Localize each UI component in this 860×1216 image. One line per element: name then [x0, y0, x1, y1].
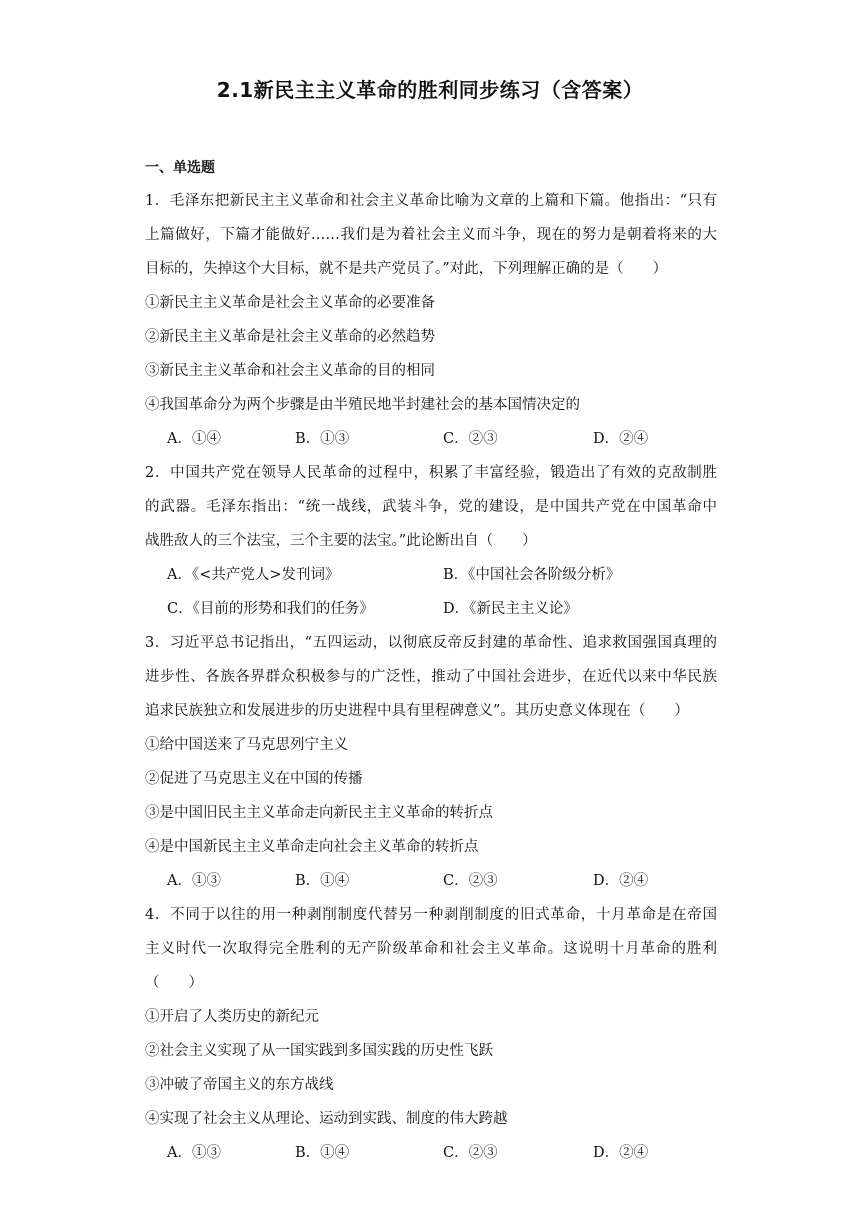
question-1 [145, 184, 717, 456]
question-text-line: 上篇做好，下篇才能做好……我们是为着社会主义而斗争，现在的努力是朝着将来的大 [145, 227, 717, 243]
statement-2: ②新民主主义革命是社会主义革命的必然趋势 [145, 329, 435, 345]
question-list [145, 184, 717, 1170]
statement-1: ①开启了人类历史的新纪元 [145, 1009, 319, 1025]
option-d[interactable]: D．②④ [593, 873, 649, 889]
question-text-line: 的武器。毛泽东指出：“统一战线，武装斗争，党的建设，是中国共产党在中国革命中 [145, 499, 717, 515]
option-c[interactable]: C．②③ [443, 873, 498, 889]
statement-4: ④是中国新民主主义革命走向社会主义革命的转折点 [145, 839, 479, 855]
answer-options [145, 422, 717, 456]
question-text-line: 战胜敌人的三个法宝，三个主要的法宝。”此论断出自（ ） [145, 533, 537, 549]
answer-options [145, 1136, 717, 1170]
option-b[interactable]: B．①③ [295, 431, 350, 447]
statement-4: ④实现了社会主义从理论、运动到实践、制度的伟大跨越 [145, 1111, 508, 1127]
option-b[interactable]: B．①④ [295, 1145, 350, 1161]
question-3 [145, 626, 717, 898]
question-text-line: 4．不同于以往的用一种剥削制度代替另一种剥削制度的旧式革命，十月革命是在帝国 [145, 907, 717, 923]
option-b[interactable]: B．①④ [295, 873, 350, 889]
document-title: 2.1新民主主义革命的胜利同步练习（含答案） [216, 78, 644, 102]
answer-options [145, 558, 717, 592]
option-c[interactable]: C．《目前的形势和我们的任务》 [167, 601, 374, 617]
option-c[interactable]: C．②③ [443, 1145, 498, 1161]
statement-2: ②社会主义实现了从一国实践到多国实践的历史性飞跃 [145, 1043, 493, 1059]
statement-1: ①新民主主义革命是社会主义革命的必要准备 [145, 295, 435, 311]
option-a[interactable]: A．①③ [167, 873, 221, 889]
statement-1: ①给中国送来了马克思列宁主义 [145, 737, 348, 753]
question-text-line: 目标的，失掉这个大目标，就不是共产党员了。”对此，下列理解正确的是（ ） [145, 261, 668, 277]
statement-4: ④我国革命分为两个步骤是由半殖民地半封建社会的基本国情决定的 [145, 397, 580, 413]
question-text-line: （ ） [145, 975, 203, 991]
option-d[interactable]: D．②④ [593, 431, 649, 447]
question-4 [145, 898, 717, 1170]
statement-3: ③冲破了帝国主义的东方战线 [145, 1077, 334, 1093]
option-a[interactable]: A．①④ [167, 431, 221, 447]
section-heading: 一、单选题 [145, 160, 215, 176]
answer-options [145, 592, 717, 626]
answer-options [145, 864, 717, 898]
option-a[interactable]: A．①③ [167, 1145, 221, 1161]
question-text-line: 主义时代一次取得完全胜利的无产阶级革命和社会主义革命。这说明十月革命的胜利 [145, 941, 717, 957]
option-c[interactable]: C．②③ [443, 431, 498, 447]
statement-2: ②促进了马克思主义在中国的传播 [145, 771, 363, 787]
option-a[interactable]: A．《<共产党人>发刊词》 [167, 567, 340, 583]
question-text-line: 追求民族独立和发展进步的历史进程中具有里程碑意义”。其历史意义体现在（ ） [145, 703, 689, 719]
option-d[interactable]: D．②④ [593, 1145, 649, 1161]
question-text-line: 2．中国共产党在领导人民革命的过程中，积累了丰富经验，锻造出了有效的克敌制胜 [145, 465, 717, 481]
question-text-line: 进步性、各族各界群众积极参与的广泛性，推动了中国社会进步，在近代以来中华民族 [145, 669, 717, 685]
question-text-line: 1．毛泽东把新民主主义革命和社会主义革命比喻为文章的上篇和下篇。他指出：“只有 [145, 193, 717, 209]
question-text-line: 3．习近平总书记指出，“五四运动，以彻底反帝反封建的革命性、追求救国强国真理的 [145, 635, 717, 651]
statement-3: ③是中国旧民主主义革命走向新民主主义革命的转折点 [145, 805, 493, 821]
question-2 [145, 456, 717, 626]
option-b[interactable]: B．《中国社会各阶级分析》 [443, 567, 621, 583]
statement-3: ③新民主主义革命和社会主义革命的目的相同 [145, 363, 435, 379]
option-d[interactable]: D．《新民主主义论》 [443, 601, 578, 617]
